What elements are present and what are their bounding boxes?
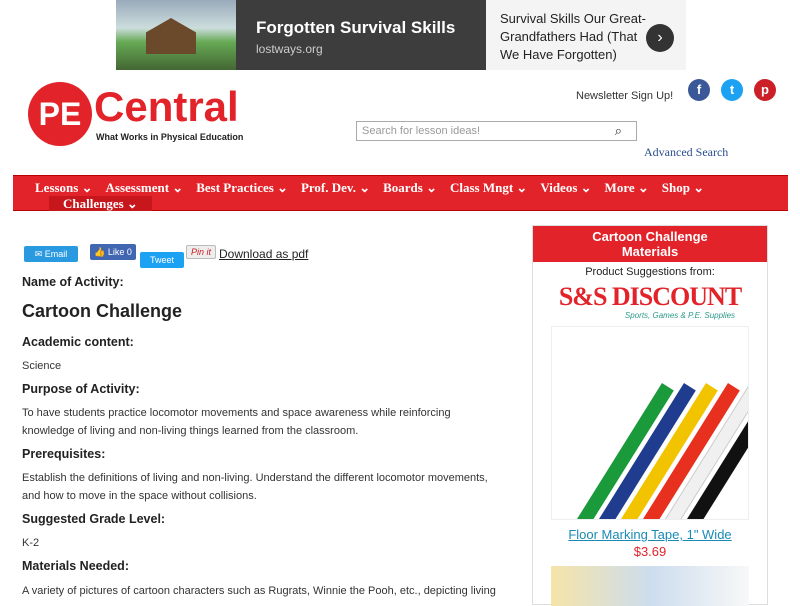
product-price: $3.69	[633, 544, 667, 559]
pin-it-button[interactable]: Pin it	[186, 245, 216, 259]
logo-pe: PE	[28, 82, 92, 146]
nav-challenges[interactable]: Challenges ⌄	[49, 196, 152, 211]
pinterest-icon[interactable]: p	[754, 79, 776, 101]
ad-banner[interactable]	[116, 0, 686, 70]
purpose-label: Purpose of Activity:	[22, 382, 140, 396]
ad-image[interactable]	[116, 0, 236, 70]
main-nav	[13, 175, 788, 211]
grade-value: K-2	[22, 537, 40, 549]
nav-more[interactable]: More ⌄	[604, 180, 649, 195]
tweet-button[interactable]: Tweet	[140, 252, 184, 268]
search-icon[interactable]: ⌕	[614, 123, 622, 138]
advanced-search-link[interactable]: Advanced Search	[644, 145, 729, 159]
logo-tagline: What Works in Physical Education	[96, 132, 244, 142]
nav-videos[interactable]: Videos ⌄	[540, 180, 592, 195]
ad-title[interactable]: Forgotten Survival Skills	[256, 18, 456, 37]
search-placeholder: Search for lesson ideas!	[362, 125, 481, 137]
logo-central: Central	[94, 83, 239, 130]
prereq-text: Establish the definitions of living and non-living. Understand the different locomotor movements, and how to move in the space without collisions.	[22, 472, 488, 502]
academic-label: Academic content:	[22, 335, 134, 349]
materials-label: Materials Needed:	[22, 559, 129, 573]
search-input[interactable]	[356, 121, 637, 141]
prereq-label: Prerequisites:	[22, 447, 106, 461]
facebook-like-button[interactable]: 👍 Like 0	[90, 244, 136, 260]
email-button[interactable]: ✉ Email	[24, 246, 78, 262]
sidebar-title: Cartoon Challenge Materials	[533, 226, 767, 262]
product-link[interactable]: Floor Marking Tape, 1" Wide	[568, 527, 732, 542]
nav-best-practices[interactable]: Best Practices ⌄	[196, 180, 288, 195]
nav-shop[interactable]: Shop ⌄	[661, 180, 705, 195]
purpose-text: To have students practice locomotor movements and space awareness while reinforcing knowledge of living and non-living things learned from the classroom.	[22, 407, 451, 437]
chevron-right-icon[interactable]: ›	[646, 24, 674, 52]
product-image-2[interactable]	[551, 566, 749, 606]
newsletter-link[interactable]: Newsletter Sign Up!	[576, 90, 674, 102]
grade-label: Suggested Grade Level:	[22, 512, 166, 526]
product-image[interactable]	[551, 326, 749, 520]
ad-url: lostways.org	[256, 42, 323, 56]
materials-text: A variety of pictures of cartoon characters such as Rugrats, Winnie the Pooh, etc., depicting living	[22, 585, 496, 597]
sidebar-subtitle: Product Suggestions from:	[585, 266, 715, 278]
ss-discount-tagline: Sports, Games & P.E. Supplies	[624, 311, 736, 320]
academic-value: Science	[22, 360, 62, 372]
nav-assessment[interactable]: Assessment ⌄	[105, 180, 184, 195]
nav-class-mngt[interactable]: Class Mngt ⌄	[449, 180, 528, 195]
ss-discount-logo[interactable]: S&S DISCOUNT	[558, 282, 742, 311]
twitter-icon[interactable]: t	[721, 79, 743, 101]
nav-boards[interactable]: Boards ⌄	[383, 180, 437, 195]
nav-lessons[interactable]: Lessons ⌄	[35, 180, 93, 195]
facebook-icon[interactable]: f	[688, 79, 710, 101]
materials-sidebar	[532, 225, 768, 605]
name-label: Name of Activity:	[22, 275, 124, 289]
nav-prof-dev[interactable]: Prof. Dev. ⌄	[300, 180, 371, 195]
download-pdf-link[interactable]: Download as pdf	[219, 247, 309, 261]
site-logo[interactable]	[28, 82, 248, 148]
activity-title: Cartoon Challenge	[22, 301, 183, 321]
ad-text[interactable]: Survival Skills Our Great-Grandfathers Had (That We Have Forgotten)	[500, 11, 646, 62]
